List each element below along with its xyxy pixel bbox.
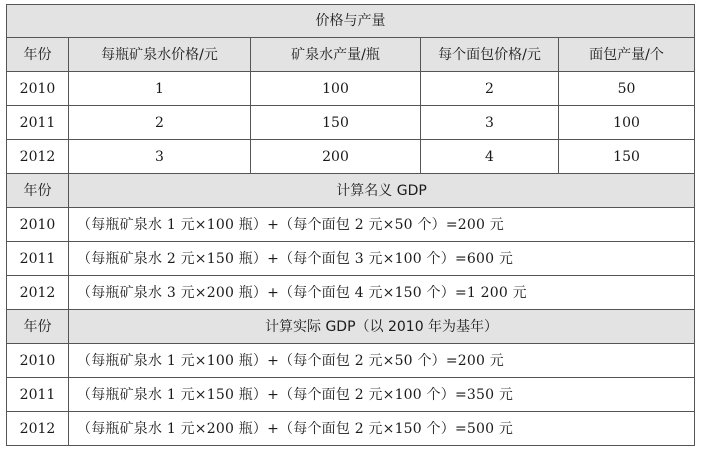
nominal-year-label: 年份: [7, 174, 69, 208]
price-header-row: [7, 38, 695, 72]
nominal-gdp-row: [7, 208, 695, 242]
header-bread-price: 每个面包价格/元: [421, 38, 559, 72]
year-cell: 2012: [7, 140, 69, 174]
water-price-cell: 3: [69, 140, 251, 174]
bread-quantity-cell: 150: [559, 140, 695, 174]
gdp-table: [6, 4, 695, 446]
real-gdp-row: [7, 378, 695, 412]
header-water-price: 每瓶矿泉水价格/元: [69, 38, 251, 72]
year-cell: 2010: [7, 72, 69, 106]
real-gdp-title: 计算实际 GDP（以 2010 年为基年）: [69, 310, 695, 344]
table-title-row: [7, 5, 695, 38]
header-water-quantity: 矿泉水产量/瓶: [251, 38, 421, 72]
water-price-cell: 1: [69, 72, 251, 106]
real-year-label: 年份: [7, 310, 69, 344]
water-price-cell: 2: [69, 106, 251, 140]
formula-cell: （每瓶矿泉水 1 元×150 瓶）+（每个面包 2 元×100 个）=350 元: [69, 378, 695, 412]
water-quantity-cell: 100: [251, 72, 421, 106]
real-gdp-header-row: [7, 310, 695, 344]
nominal-gdp-title: 计算名义 GDP: [69, 174, 695, 208]
nominal-gdp-row: [7, 276, 695, 310]
year-cell: 2011: [7, 106, 69, 140]
year-cell: 2010: [7, 344, 69, 378]
price-row: [7, 72, 695, 106]
nominal-gdp-header-row: [7, 174, 695, 208]
price-row: [7, 106, 695, 140]
year-cell: 2012: [7, 412, 69, 446]
bread-quantity-cell: 100: [559, 106, 695, 140]
water-quantity-cell: 200: [251, 140, 421, 174]
year-cell: 2011: [7, 242, 69, 276]
real-gdp-row: [7, 344, 695, 378]
formula-cell: （每瓶矿泉水 1 元×100 瓶）+（每个面包 2 元×50 个）=200 元: [69, 208, 695, 242]
price-row: [7, 140, 695, 174]
formula-cell: （每瓶矿泉水 1 元×200 瓶）+（每个面包 2 元×150 个）=500 元: [69, 412, 695, 446]
formula-cell: （每瓶矿泉水 3 元×200 瓶）+（每个面包 4 元×150 个）=1 200 元: [69, 276, 695, 310]
bread-price-cell: 2: [421, 72, 559, 106]
bread-price-cell: 3: [421, 106, 559, 140]
year-cell: 2011: [7, 378, 69, 412]
year-cell: 2012: [7, 276, 69, 310]
bread-price-cell: 4: [421, 140, 559, 174]
header-year: 年份: [7, 38, 69, 72]
bread-quantity-cell: 50: [559, 72, 695, 106]
real-gdp-row: [7, 412, 695, 446]
table-title: 价格与产量: [7, 5, 695, 38]
water-quantity-cell: 150: [251, 106, 421, 140]
formula-cell: （每瓶矿泉水 2 元×150 瓶）+（每个面包 3 元×100 个）=600 元: [69, 242, 695, 276]
header-bread-quantity: 面包产量/个: [559, 38, 695, 72]
year-cell: 2010: [7, 208, 69, 242]
nominal-gdp-row: [7, 242, 695, 276]
formula-cell: （每瓶矿泉水 1 元×100 瓶）+（每个面包 2 元×50 个）=200 元: [69, 344, 695, 378]
